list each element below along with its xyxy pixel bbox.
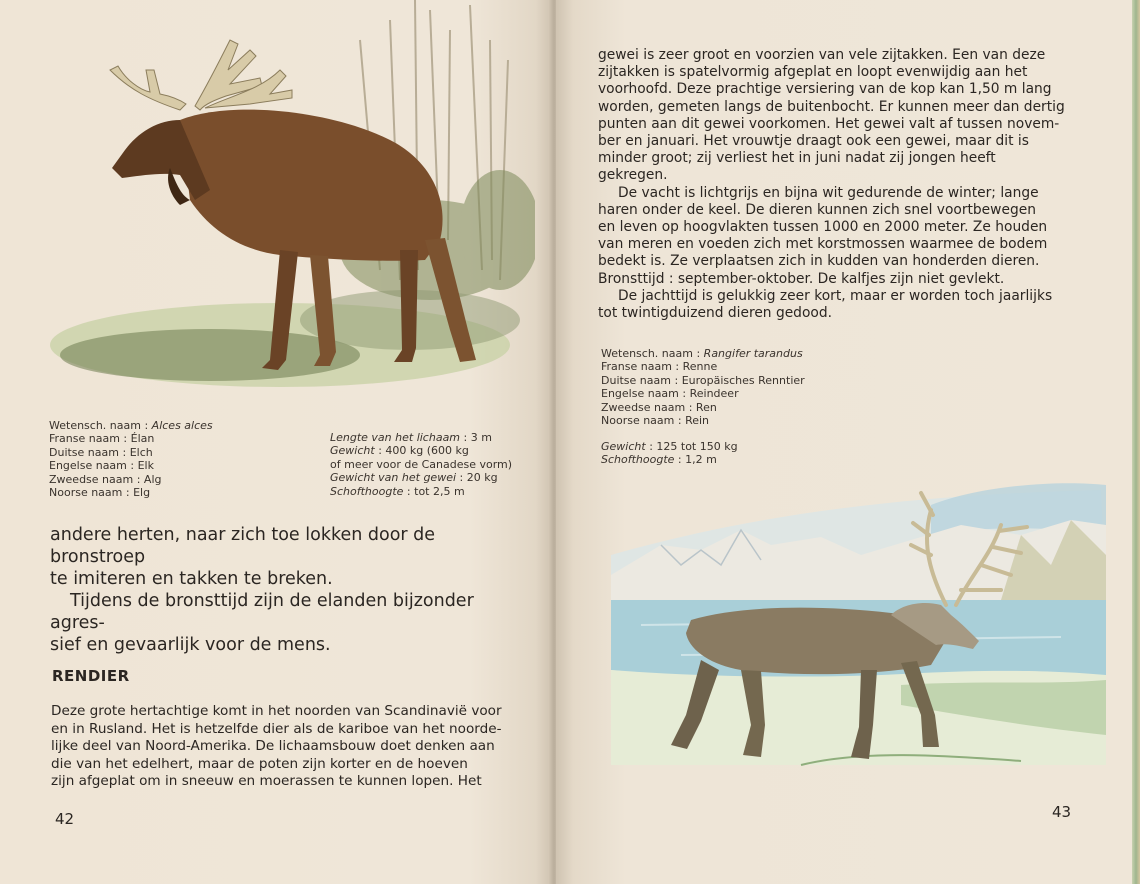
text-line: te imiteren en takken te breken. [50,569,333,589]
text-line: en leven op hoogvlakten tussen 1000 en 2000 meter. Ze houden [598,219,1048,236]
stat-row: Schofthoogte : 1,2 m [601,453,717,467]
page-number-left: 42 [55,810,75,828]
stat-row: Schofthoogte : tot 2,5 m [330,484,465,498]
text-line: tot twintigduizend dieren gedood. [598,305,832,322]
text-line: minder groot; zij verliest het in juni nadat zij jongen heeft [598,150,996,167]
stat-row: Gewicht : 125 tot 150 kg [601,440,738,453]
meta-row: Franse naam : Renne [601,360,718,374]
text-line: gewei is zeer groot en voorzien van vele zijtakken. Een van deze [598,47,1046,63]
meta-row: Wetensch. naam : Rangifer tarandus [601,347,803,360]
meta-row: Zweedse naam : Ren [601,400,717,414]
antler-description-text [598,47,1080,322]
meta-row: Duitse naam : Elch [49,445,153,459]
text-line: lijke deel van Noord-Amerika. De lichaamsbouw doet denken aan [51,738,495,755]
page-number-right: 43 [1052,803,1072,821]
text-line: en in Rusland. Het is hetzelfde dier als de kariboe van het noorde- [51,720,502,737]
left-page [0,0,552,884]
book-edge [1132,0,1140,884]
meta-row: Zweedse naam : Alg [49,472,162,486]
meta-row: Noorse naam : Rein [601,414,710,428]
text-line: Tijdens de bronsttijd zijn de elanden bijzonder agres- [50,591,474,633]
text-line: gekregen. [598,167,668,184]
reindeer-names-block [601,347,805,427]
reindeer-illustration [601,465,1111,785]
meta-row: Noorse naam : Elg [49,486,151,500]
section-heading-rendier: RENDIER [52,667,130,685]
moose-continuation-text [50,524,530,656]
text-line: andere herten, naar zich toe lokken door de bronstroep [50,525,436,567]
meta-row: Engelse naam : Elk [49,459,154,473]
stat-row: Gewicht : 400 kg (600 kg [330,444,469,458]
stat-row: of meer voor de Canadese vorm) [330,457,513,471]
text-line: De jachttijd is gelukkig zeer kort, maar er worden toch jaarlijks [618,287,1053,304]
text-line: ber en januari. Het vrouwtje draagt ook een gewei, maar dit is [598,133,1029,150]
right-page [556,0,1136,884]
text-line: zijtakken is spatelvormig afgeplat en loopt evenwijdig aan het [598,64,1028,81]
stat-row: Lengte van het lichaam : 3 m [330,431,492,444]
text-line: die van het edelhert, maar de poten zijn korter en de hoeven [51,755,468,772]
moose-antlers [110,40,292,110]
meta-row: Wetensch. naam : Alces alces [49,419,213,432]
text-line: Bronsttijd : september-oktober. De kalfjes zijn niet gevlekt. [598,270,1005,287]
meta-row: Franse naam : Élan [49,432,155,446]
text-line: worden, gemeten langs de buitenbocht. Er kunnen meer dan dertig [598,98,1065,115]
text-line: De vacht is lichtgrijs en bijna wit gedurende de winter; lange [618,184,1039,201]
text-line: sief en gevaarlijk voor de mens. [50,635,331,655]
stat-row: Gewicht van het gewei : 20 kg [330,471,498,485]
text-line: haren onder de keel. De dieren kunnen zich snel voortbewegen [598,201,1036,218]
reindeer-intro-text [51,703,533,791]
text-line: Deze grote hertachtige komt in het noorden van Scandinavië voor [51,703,502,719]
meta-row: Engelse naam : Reindeer [601,387,739,401]
text-line: punten aan dit gewei voorkomen. Het gewei valt af tussen novem- [598,115,1060,132]
meta-row: Duitse naam : Europäisches Renntier [601,373,805,387]
moose-names-block [49,419,213,499]
text-line: van meren en voeden zich met korstmossen waarmee de bodem [598,236,1048,253]
text-line: voorhoofd. Deze prachtige versiering van de kop kan 1,50 m lang [598,81,1052,98]
moose-illustration [30,0,535,410]
reindeer-stats-block [601,440,738,467]
moose-stats-block [330,431,512,498]
text-line: bedekt is. Ze verplaatsen zich in kudden van honderden dieren. [598,253,1040,270]
text-line: zijn afgeplat om in sneeuw en moerassen te kunnen lopen. Het [51,773,482,790]
